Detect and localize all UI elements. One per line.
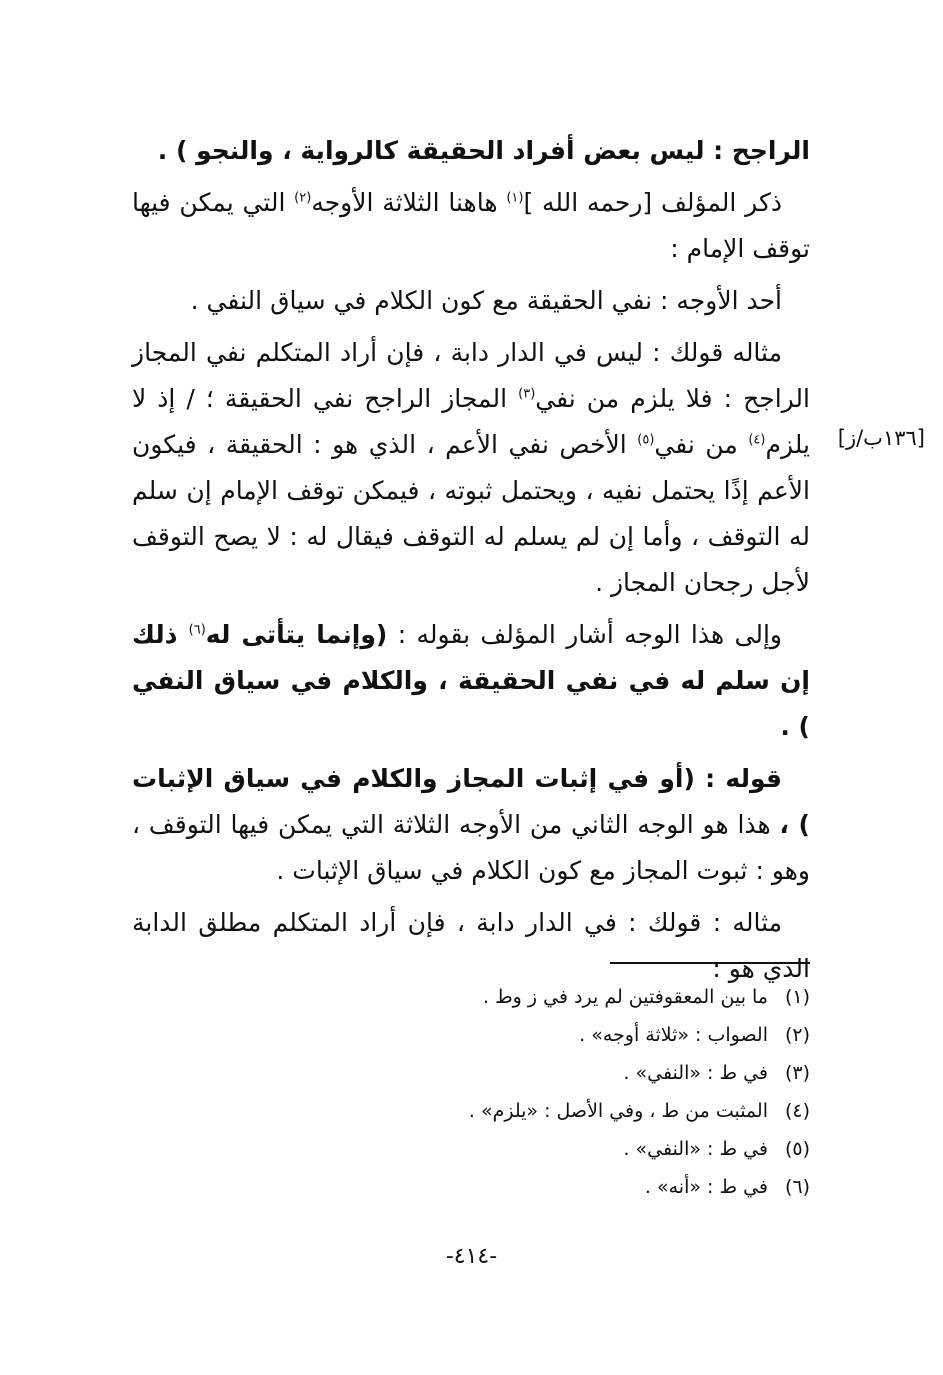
footnote-text: ما بين المعقوفتين لم يرد في ز وط . bbox=[483, 986, 768, 1008]
footnote-marker: (٢) bbox=[294, 190, 312, 206]
footnote-marker: (١) bbox=[506, 190, 524, 206]
footnote-item bbox=[132, 978, 810, 1016]
footnote-marker: (٣) bbox=[518, 386, 536, 402]
footnote-number: (٤) bbox=[784, 1100, 810, 1122]
text-span: المجاز الراجح نفي الحقيقة ؛ / إذ لا يلزم bbox=[132, 384, 810, 459]
footnote-text: في ط : «النفي» . bbox=[623, 1062, 768, 1084]
paragraph: مثاله : قولك : في الدار دابة ، فإن أراد المتكلم مطلق الدابة الذي هو : bbox=[132, 908, 810, 983]
footnotes-list bbox=[132, 978, 810, 1206]
text-span: هذا هو الوجه الثاني من الأوجه الثلاثة التي يمكن فيها التوقف ، وهو : ثبوت المجاز مع كون الكلام في سياق الإثبات . bbox=[132, 810, 810, 885]
footnote-separator bbox=[610, 962, 810, 964]
footnote-item bbox=[132, 1168, 810, 1206]
quoted-text: ذلك إن سلم له في نفي الحقيقة ، والكلام في سياق النفي ) . bbox=[132, 620, 810, 741]
quoted-text: قوله : (أو في إثبات المجاز والكلام في سياق الإثبات ) ، bbox=[132, 764, 810, 839]
paragraph: أحد الأوجه : نفي الحقيقة مع كون الكلام في سياق النفي . bbox=[190, 286, 782, 315]
footnote-number: (٣) bbox=[784, 1062, 810, 1084]
footnote-text: المثبت من ط ، وفي الأصل : «يلزم» . bbox=[468, 1100, 768, 1122]
footnote-number: (٢) bbox=[784, 1024, 810, 1046]
footnote-text: في ط : «النفي» . bbox=[623, 1138, 768, 1160]
footnote-text: الصواب : «ثلاثة أوجه» . bbox=[579, 1024, 768, 1046]
main-text bbox=[132, 128, 810, 998]
page-number: -٤١٤- bbox=[445, 1244, 498, 1269]
footnote-number: (٦) bbox=[784, 1176, 810, 1198]
footnote-item bbox=[132, 1092, 810, 1130]
footnote-number: (١) bbox=[784, 986, 810, 1008]
footnote-item bbox=[132, 1054, 810, 1092]
footnote-marker: (٦) bbox=[188, 622, 206, 638]
footnote-text: في ط : «أنه» . bbox=[644, 1176, 768, 1198]
text-span: التي يمكن فيها توقف الإمام : bbox=[132, 188, 810, 263]
text-span: وإلى هذا الوجه أشار المؤلف بقوله : bbox=[387, 620, 782, 649]
paragraph bbox=[132, 180, 810, 272]
margin-reference: [١٣٦ب/ز] bbox=[837, 426, 925, 450]
text-span: ذكر المؤلف [رحمه الله ] bbox=[523, 188, 782, 217]
footnote-item bbox=[132, 1016, 810, 1054]
paragraph bbox=[132, 756, 810, 894]
footnote-marker: (٤) bbox=[748, 432, 766, 448]
text-span: مثاله قولك : ليس في الدار دابة ، فإن أراد المتكلم نفي المجاز الراجح : فلا يلزم من نفي bbox=[132, 338, 810, 413]
paragraph bbox=[132, 330, 810, 606]
footnote-item bbox=[132, 1130, 810, 1168]
text-span: الأخص نفي الأعم ، الذي هو : الحقيقة ، فيكون الأعم إذًا يحتمل نفيه ، ويحتمل ثبوته ، فيمكن توقف الإمام إن سلم له التوقف ، وأما إن لم يسلم له التوقف فيقال له : لا يصح التوقف لأجل رجحان المجاز . bbox=[132, 430, 810, 597]
text-span: من نفي bbox=[654, 430, 749, 459]
footnote-number: (٥) bbox=[784, 1138, 810, 1160]
paragraph bbox=[132, 612, 810, 750]
footnote-marker: (٥) bbox=[637, 432, 655, 448]
quoted-text: (وإنما يتأتى له bbox=[205, 620, 388, 649]
paragraph: الراجح : ليس بعض أفراد الحقيقة كالرواية ، والنجو ) . bbox=[157, 136, 810, 165]
text-span: هاهنا الثلاثة الأوجه bbox=[311, 188, 507, 217]
